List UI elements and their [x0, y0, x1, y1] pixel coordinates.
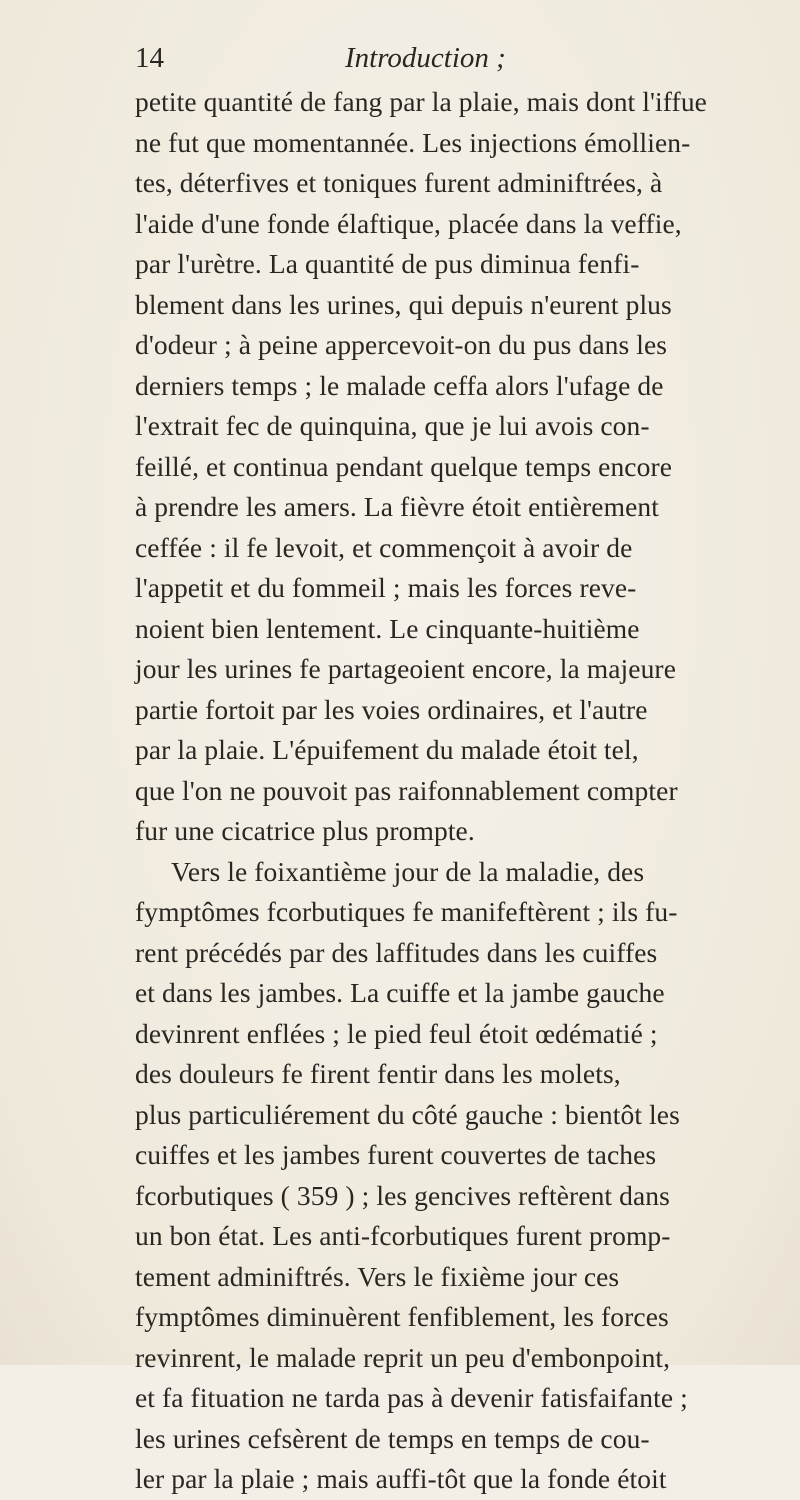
text-line: tes, déterfives et toniques furent adminiftrées, à [135, 167, 663, 198]
text-line: ceffée : il fe levoit, et commençoit à avoir de [135, 531, 633, 563]
text-line: et dans les jambes. La cuiffe et la jambe gauche [135, 977, 665, 1008]
running-head: Introduction ; [345, 42, 506, 74]
text-line: un bon état. Les anti-fcorbutiques furent promp- [135, 1220, 671, 1251]
text-line: feillé, et continua pendant quelque temps encore [135, 450, 673, 482]
text-line: plus particuliérement du côté gauche : bientôt les [135, 1098, 680, 1130]
text-line: à prendre les amers. La fièvre étoit entièrement [135, 491, 659, 522]
body-text [135, 82, 785, 1500]
text-line: les urines cefsèrent de temps en temps de cou- [135, 1422, 650, 1454]
text-line: devinrent enflées ; le pied feul étoit œdématié ; [135, 1017, 658, 1049]
text-line: cuiffes et les jambes furent couvertes de taches [135, 1139, 657, 1170]
text-line: revinrent, le malade reprit un peu d'embonpoint, [135, 1341, 671, 1373]
text-line: ler par la plaie ; mais auffi-tôt que la fonde étoit [135, 1463, 667, 1494]
text-line: jour les urines fe partageoient encore, la majeure [135, 653, 676, 684]
text-line: fymptômes diminuèrent fenfiblement, les forces [135, 1301, 669, 1332]
text-line: tement adminiftrés. Vers le fixième jour ces [135, 1260, 620, 1292]
page-number: 14 [135, 42, 164, 74]
text-line: que l'on ne pouvoit pas raifonnablement compter [135, 774, 678, 806]
text-line: noient bien lentement. Le cinquante-huitième [135, 612, 640, 644]
text-line: derniers temps ; le malade ceffa alors l'ufage de [135, 369, 664, 401]
page-header [135, 42, 655, 82]
text-line: blement dans les urines, qui depuis n'eurent plus [135, 288, 672, 320]
text-line: l'extrait fec de quinquina, que je lui avois con- [135, 410, 650, 441]
text-line: par l'urètre. La quantité de pus diminua fenfi- [135, 248, 640, 279]
text-line: et fa fituation ne tarda pas à devenir fatisfaifante ; [135, 1382, 688, 1413]
text-line: des douleurs fe firent fentir dans les molets, [135, 1058, 621, 1089]
text-line: fur une cicatrice plus prompte. [135, 815, 475, 846]
text-line: l'aide d'une fonde élaftique, placée dans la veffie, [135, 207, 682, 239]
text-line: ne fut que momentannée. Les injections émollien- [135, 126, 691, 158]
text-line: par la plaie. L'épuifement du malade étoit tel, [135, 734, 639, 765]
paragraph-start-line: Vers le foixantième jour de la maladie, des [171, 855, 645, 887]
text-line: l'appetit et du fommeil ; mais les forces reve- [135, 572, 637, 603]
text-line: partie fortoit par les voies ordinaires, et l'autre [135, 693, 648, 725]
text-line: petite quantité de fang par la plaie, mais dont l'iffue [135, 86, 707, 117]
text-line: rent précédés par des laffitudes dans les cuiffes [135, 936, 658, 968]
text-line: fcorbutiques ( 359 ) ; les gencives reftèrent dans [135, 1179, 670, 1211]
text-line: fymptômes fcorbutiques fe manifeftèrent ; ils fu- [135, 896, 678, 927]
text-line: d'odeur ; à peine appercevoit-on du pus dans les [135, 329, 668, 360]
